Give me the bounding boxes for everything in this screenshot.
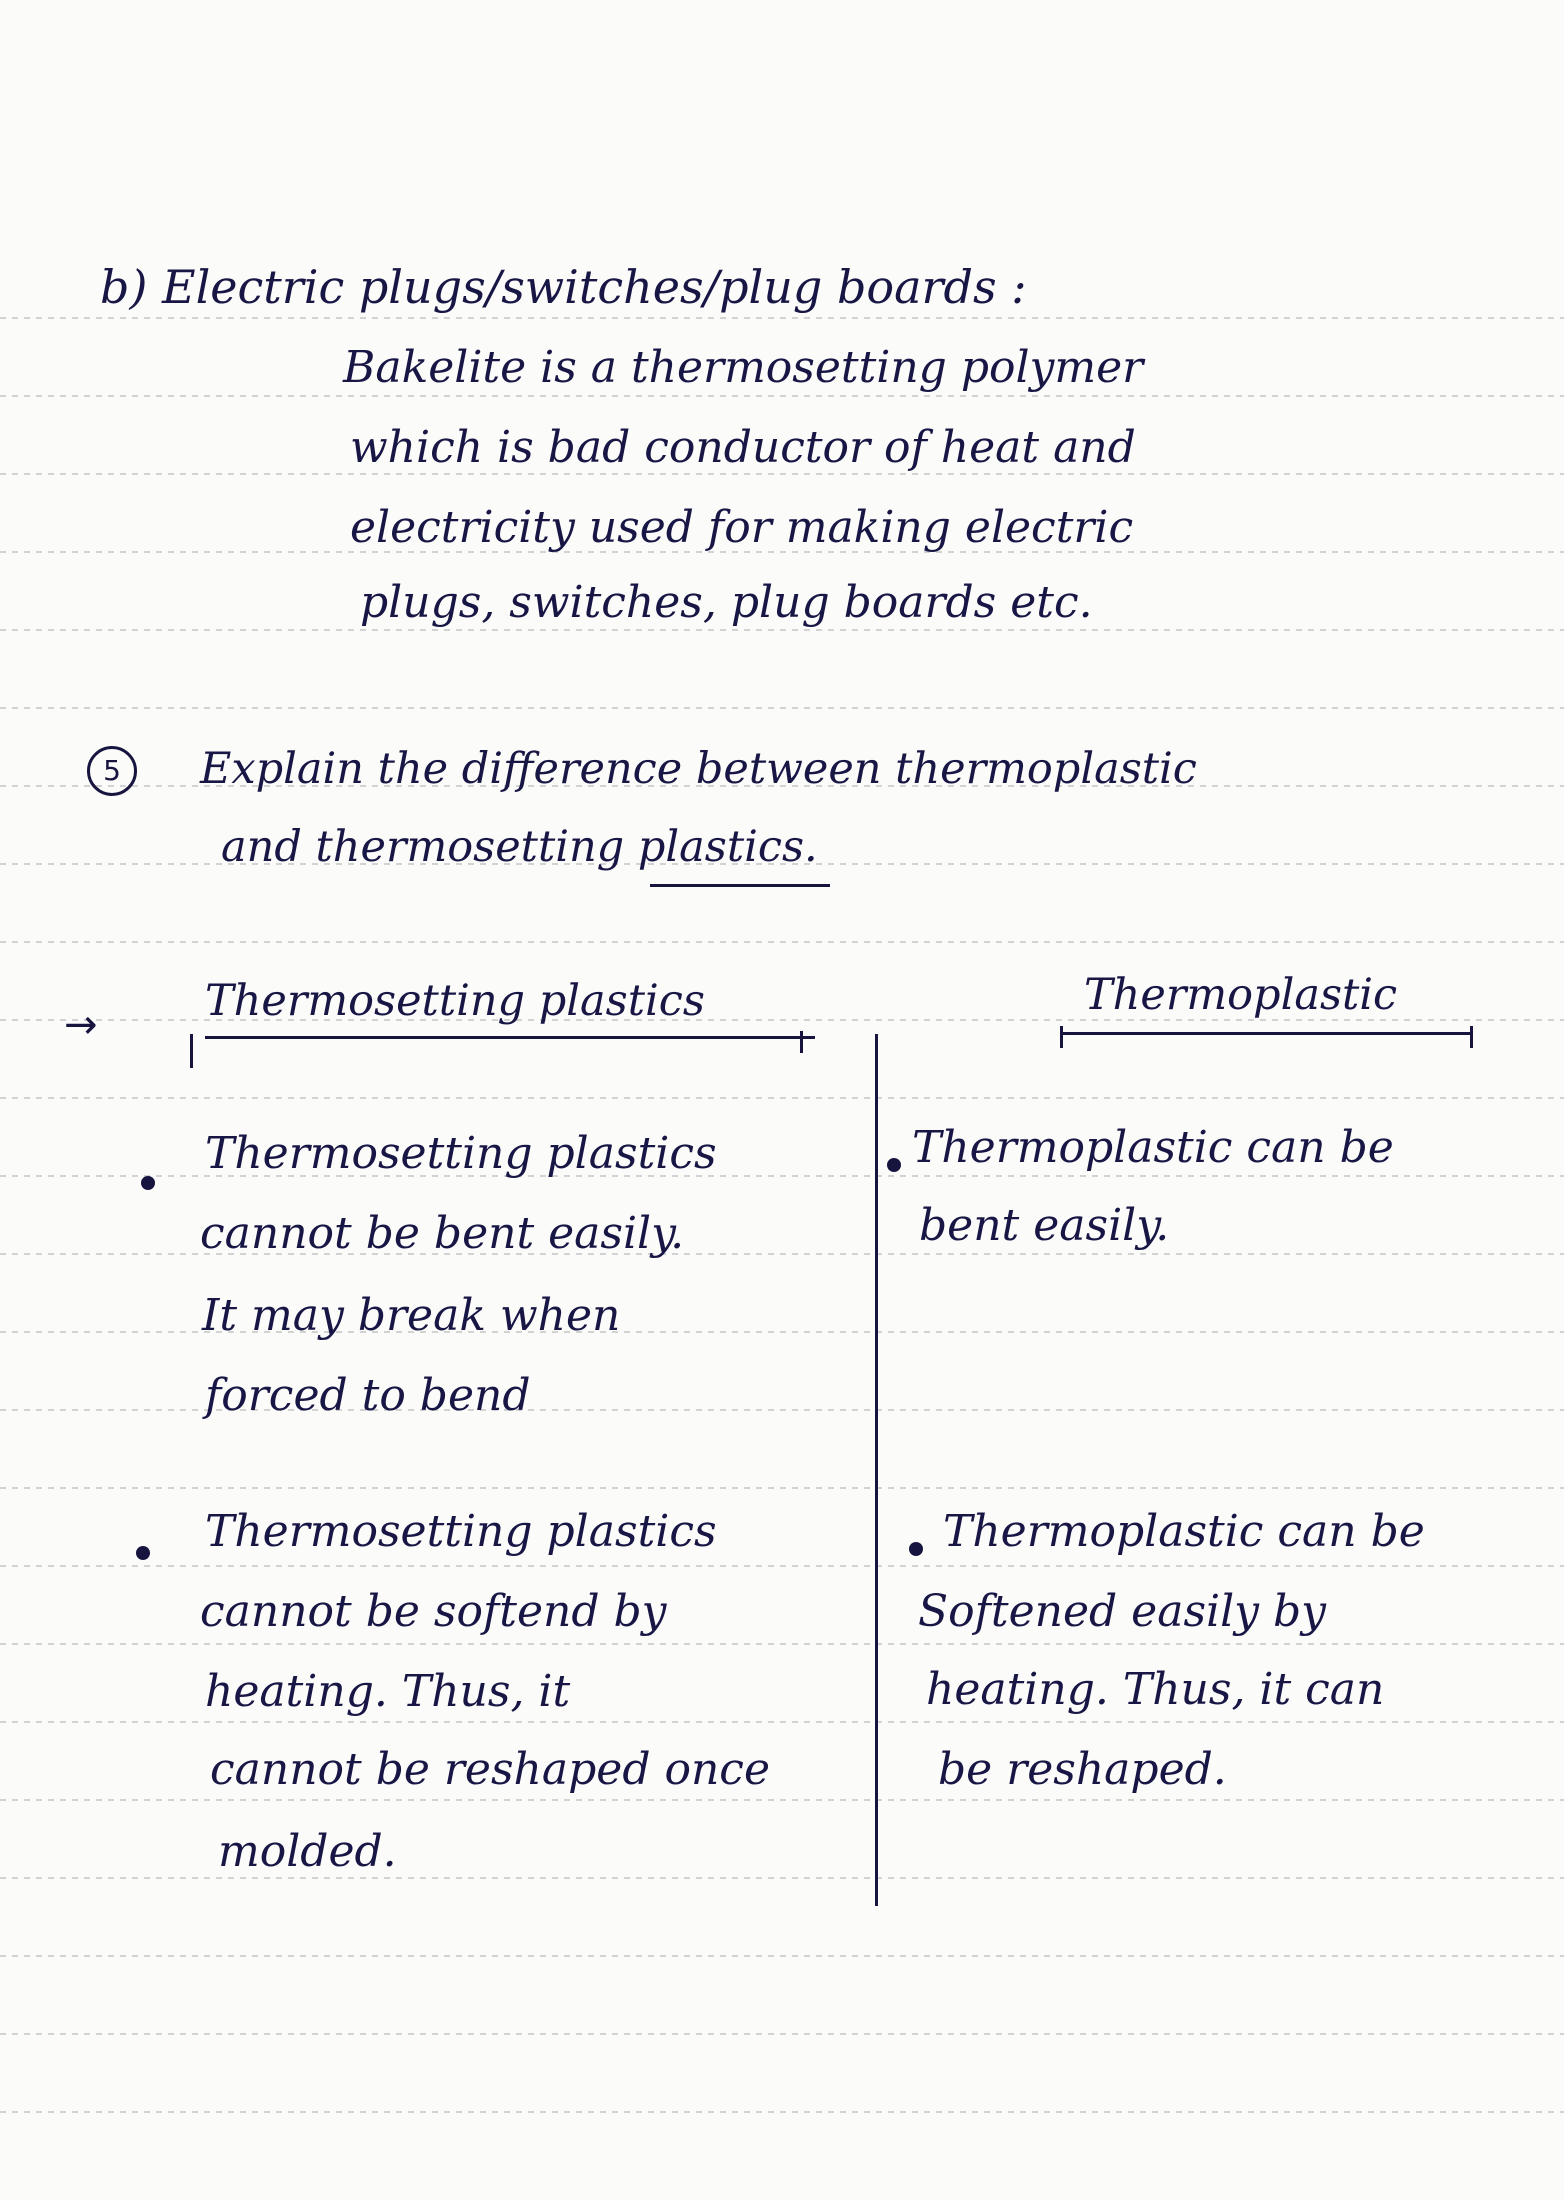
row2-right-line-1: Thermoplastic can be — [943, 1506, 1425, 1557]
table-mid-tick — [800, 1031, 803, 1053]
electric-line-3: electricity used for making electric — [350, 502, 1134, 553]
table-right-tick — [1470, 1026, 1473, 1048]
row1-left-line-1: Thermosetting plastics — [205, 1128, 717, 1179]
bullet-row1-left — [141, 1176, 155, 1190]
header-right: Thermoplastic — [1084, 970, 1398, 1020]
row1-left-line-4: forced to bend — [205, 1370, 531, 1421]
question-line-1: Explain the difference between thermoplastic — [200, 744, 1197, 794]
electric-line-1: Bakelite is a thermosetting polymer — [343, 342, 1144, 393]
row1-left-line-2: cannot be bent easily. — [200, 1208, 685, 1259]
question-number: 5 — [87, 746, 137, 796]
row1-left-line-3: It may break when — [202, 1290, 621, 1341]
header-left: Thermosetting plastics — [205, 976, 705, 1026]
header-left-underline — [205, 1036, 815, 1039]
row1-right-line-1: Thermoplastic can be — [912, 1122, 1394, 1173]
electric-line-2: which is bad conductor of heat and — [350, 422, 1136, 473]
row2-left-line-1: Thermosetting plastics — [205, 1506, 717, 1557]
bullet-row2-right — [909, 1542, 923, 1556]
question-line-2: and thermosetting plastics. — [221, 822, 818, 872]
row2-left-line-2: cannot be softend by — [200, 1586, 667, 1637]
section-heading: b) Electric plugs/switches/plug boards : — [100, 260, 1027, 314]
row1-right-line-2: bent easily. — [919, 1200, 1170, 1251]
header-right-underline — [1060, 1032, 1470, 1035]
table-right-start-tick — [1060, 1026, 1063, 1048]
row2-right-line-2: Softened easily by — [918, 1586, 1327, 1637]
table-divider — [875, 1034, 878, 1906]
row2-left-line-5: molded. — [218, 1826, 397, 1877]
row2-left-line-3: heating. Thus, it — [205, 1666, 571, 1717]
bullet-row2-left — [136, 1546, 150, 1560]
question-underline — [650, 884, 830, 887]
electric-line-4: plugs, switches, plug boards etc. — [360, 577, 1093, 628]
bullet-row1-right — [887, 1158, 901, 1172]
table-left-tick — [190, 1034, 193, 1068]
arrow-icon: → — [64, 1002, 98, 1048]
row2-left-line-4: cannot be reshaped once — [210, 1744, 770, 1795]
row2-right-line-3: heating. Thus, it can — [926, 1664, 1385, 1715]
row2-right-line-4: be reshaped. — [938, 1744, 1227, 1795]
